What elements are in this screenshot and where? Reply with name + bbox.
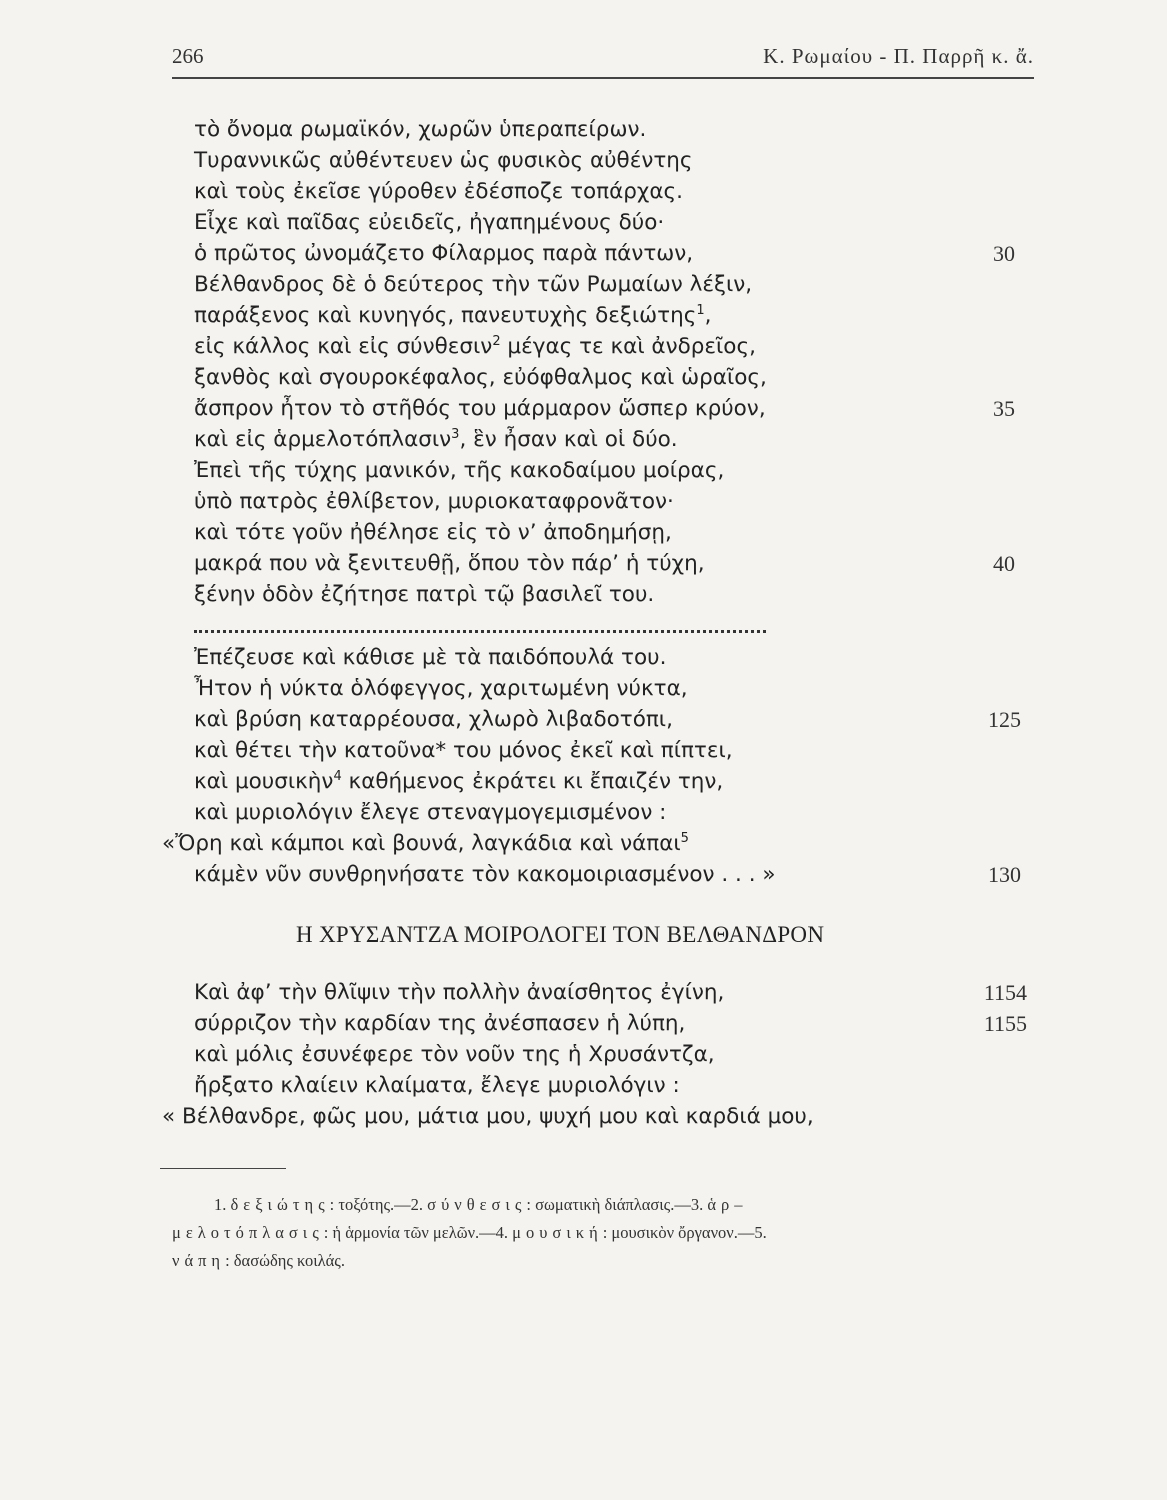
verse-line: καὶ θέτει τὴν κατοῦνα* του μόνος ἐκεῖ καὶ πίπτει, bbox=[194, 738, 733, 763]
verse-line: κάμὲν νῦν συνθρηνήσατε τὸν κακομοιριασμένον . . . » bbox=[194, 862, 776, 887]
verse-line: ἄσπρον ἦτον τὸ στῆθός του μάρμαρον ὥσπερ κρύον, bbox=[194, 396, 766, 421]
verse-line: « Βέλθανδρε, φῶς μου, μάτια μου, ψυχή μου καὶ καρδιά μου, bbox=[162, 1104, 814, 1129]
page-header bbox=[172, 44, 1034, 74]
footnote-rule bbox=[160, 1168, 286, 1169]
verse-line: καὶ βρύση καταρρέουσα, χλωρὸ λιβαδοτόπι, bbox=[194, 707, 673, 732]
footnote-line: νάπη: δασώδης κοιλάς. bbox=[172, 1251, 345, 1270]
line-number: 130 bbox=[988, 862, 1021, 887]
verse-line: «Ὄρη καὶ κάμποι καὶ βουνά, λαγκάδια καὶ νάπαι$^5$ bbox=[162, 831, 689, 856]
verse-line: ξένην ὁδὸν ἐζήτησε πατρὶ τῷ βασιλεῖ του. bbox=[194, 582, 655, 607]
verse-line: ὁ πρῶτος ὠνομάζετο Φίλαρμος παρὰ πάντων, bbox=[194, 241, 694, 266]
line-number: 1155 bbox=[983, 1011, 1027, 1036]
verse-line: ὑπὸ πατρὸς ἐθλίβετον, μυριοκαταφρονᾶτον· bbox=[194, 489, 674, 514]
line-number: 125 bbox=[988, 707, 1021, 732]
line-number: 30 bbox=[993, 241, 1015, 266]
verse-line: καὶ μυριολόγιν ἔλεγε στεναγμογεμισμένον : bbox=[194, 800, 667, 825]
verse-line: καὶ μόλις ἐσυνέφερε τὸν νοῦν της ἡ Χρυσάντζα, bbox=[194, 1042, 715, 1067]
header-rule bbox=[172, 77, 1034, 79]
verse-line: Ἐπεὶ τῆς τύχης μανικόν, τῆς κακοδαίμου μοίρας, bbox=[194, 458, 725, 483]
verse-line: τὸ ὄνομα ρωμαϊκόν, χωρῶν ὑπεραπείρων. bbox=[194, 117, 647, 142]
footnote-line: μελοτόπλασις: ἡ ἁρμονία τῶν μελῶν.—4. μουσική: μουσικὸν ὄργανον.—5. bbox=[172, 1223, 767, 1242]
omission-dots bbox=[194, 616, 766, 633]
verse-line: ἤρξατο κλαίειν κλαίματα, ἔλεγε μυριολόγιν : bbox=[194, 1073, 680, 1098]
verse-line: καὶ τότε γοῦν ἠθέλησε εἰς τὸ ν’ ἀποδημήσῃ, bbox=[194, 520, 672, 545]
verse-line: Βέλθανδρος δὲ ὁ δεύτερος τὴν τῶν Ρωμαίων λέξιν, bbox=[194, 272, 753, 297]
verse-line: Ἦτον ἡ νύκτα ὁλόφεγγος, χαριτωμένη νύκτα, bbox=[194, 676, 688, 701]
footnote-line: 1. δεξιώτης: τοξότης.—2. σύνθεσις: σωματικὴ διάπλασις.—3. ἁρ– bbox=[214, 1195, 748, 1214]
verse-line: καὶ εἰς ἁρμελοτόπλασιν$^3$, ἓν ἦσαν καὶ οἱ δύο. bbox=[194, 427, 678, 452]
verse-line: σύρριζον τὴν καρδίαν της ἀνέσπασεν ἡ λύπη, bbox=[194, 1011, 686, 1036]
section-heading: Η ΧΡΥΣΑΝΤΖΑ ΜΟΙΡΟΛΟΓΕΙ ΤΟΝ ΒΕΛΘΑΝΔΡΟΝ bbox=[296, 922, 825, 947]
verse-line: καὶ τοὺς ἐκεῖσε γύροθεν ἐδέσποζε τοπάρχας. bbox=[194, 179, 683, 204]
verse-line: μακρά που νὰ ξενιτευθῇ, ὅπου τὸν πάρ’ ἡ τύχη, bbox=[194, 551, 705, 576]
line-number: 35 bbox=[993, 396, 1015, 421]
footnote-marker: 4 bbox=[333, 769, 342, 784]
line-number: 40 bbox=[993, 551, 1015, 576]
verse-line: Ἐπέζευσε καὶ κάθισε μὲ τὰ παιδόπουλά του. bbox=[194, 645, 667, 670]
footnote-marker: 1 bbox=[696, 303, 705, 318]
running-title: Κ. Ρωμαίου - Π. Παρρῆ κ. ἄ. bbox=[763, 44, 1034, 68]
verse-line: εἰς κάλλος καὶ εἰς σύνθεσιν$^2$ μέγας τε καὶ ἀνδρεῖος, bbox=[194, 334, 756, 359]
verse-line: ξανθὸς καὶ σγουροκέφαλος, εὐόφθαλμος καὶ ὡραῖος, bbox=[194, 365, 767, 390]
footnote-marker: 5 bbox=[680, 831, 689, 846]
verse-line: Εἶχε καὶ παῖδας εὐειδεῖς, ἠγαπημένους δύο· bbox=[194, 210, 665, 235]
line-number: 1154 bbox=[983, 980, 1027, 1005]
footnote-marker: 3 bbox=[451, 427, 460, 442]
verse-line: Τυραννικῶς αὐθέντευεν ὡς φυσικὸς αὐθέντης bbox=[194, 148, 693, 173]
footnote-marker: 2 bbox=[492, 334, 501, 349]
verse-line: παράξενος καὶ κυνηγός, πανευτυχὴς δεξιώτης$^1$, bbox=[194, 303, 712, 328]
page-number: 266 bbox=[172, 44, 204, 68]
verse-line: καὶ μουσικὴν$^4$ καθήμενος ἐκράτει κι ἔπαιζέν την, bbox=[194, 769, 724, 794]
verse-line: Καὶ ἀφ’ τὴν θλῖψιν τὴν πολλὴν ἀναίσθητος ἐγίνη, bbox=[194, 980, 725, 1005]
